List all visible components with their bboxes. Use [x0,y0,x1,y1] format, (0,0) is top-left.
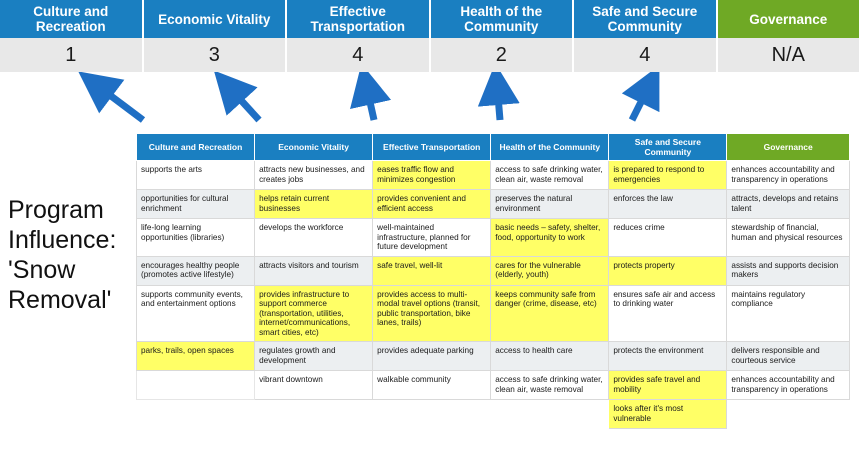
matrix-cell: supports the arts [137,161,255,190]
table-row [137,400,850,429]
matrix-cell: assists and supports decision makers [727,256,850,285]
matrix-cell: ensures safe air and access to drinking water [609,285,727,342]
matrix-cell: access to safe drinking water, clean air, waste removal [491,161,609,190]
score-effective-transportation: 4 [287,38,431,72]
matrix-cell [373,400,491,429]
matrix-cell: enhances accountability and transparency in operations [727,161,850,190]
score-health-of-the-community: 2 [431,38,575,72]
caption-line-3: 'Snow [8,256,76,284]
matrix-col-economic-vitality: Economic Vitality [255,134,373,161]
top-header-economic-vitality: Economic Vitality [144,0,288,38]
table-row [137,371,850,400]
matrix-cell [137,371,255,400]
table-row [137,285,850,342]
table-row [137,190,850,219]
top-header-health-of-the-community: Health of the Community [431,0,575,38]
top-header-culture-and-recreation: Culture and Recreation [0,0,144,38]
matrix-cell: access to safe drinking water, clean air, waste removal [491,371,609,400]
matrix-cell: safe travel, well-lit [373,256,491,285]
top-score-row [0,38,859,72]
matrix-cell [727,400,850,429]
caption-line-4: Removal' [8,286,112,314]
matrix-cell: eases traffic flow and minimizes congestion [373,161,491,190]
top-header-row [0,0,859,38]
matrix-cell: well-maintained infrastructure, planned for future development [373,219,491,257]
top-header-effective-transportation: Effective Transportation [287,0,431,38]
matrix-cell: enhances accountability and transparency in operations [727,371,850,400]
matrix-cell: protects property [609,256,727,285]
arrow-economic-vitality [228,86,259,120]
arrow-group [0,72,859,134]
matrix-col-safe-and-secure-community: Safe and Secure Community [609,134,727,161]
score-governance: N/A [771,43,805,66]
matrix-cell: looks after it's most vulnerable [609,400,727,429]
score-economic-vitality: 3 [144,38,288,72]
table-row [137,161,850,190]
matrix-cell: vibrant downtown [255,371,373,400]
matrix-cell: provides access to multi-modal travel options (transit, public transportation, bike lanes, trails) [373,285,491,342]
matrix-cell: attracts new businesses, and creates jobs [255,161,373,190]
strategic-priorities-header [0,0,859,72]
matrix-cell: basic needs – safety, shelter, food, opportunity to work [491,219,609,257]
caption-line-1: Program [8,196,104,224]
matrix-cell [491,400,609,429]
table-row [137,219,850,257]
matrix-cell: develops the workforce [255,219,373,257]
table-row [137,256,850,285]
matrix-cell: enforces the law [609,190,727,219]
matrix-cell: encourages healthy people (promotes active lifestyle) [137,256,255,285]
matrix-cell [255,400,373,429]
matrix-col-governance: Governance [727,134,850,161]
influence-matrix [136,133,850,429]
matrix-cell: stewardship of financial, human and physical resources [727,219,850,257]
matrix-cell: attracts visitors and tourism [255,256,373,285]
arrow-culture-and-recreation [95,84,143,120]
matrix-cell: preserves the natural environment [491,190,609,219]
matrix-cell: maintains regulatory compliance [727,285,850,342]
matrix-cell: helps retain current businesses [255,190,373,219]
score-safe-and-secure-community: 4 [574,38,718,72]
matrix-cell: keeps community safe from danger (crime, disease, etc) [491,285,609,342]
table-row [137,342,850,371]
matrix-cell: reduces crime [609,219,727,257]
top-header-safe-and-secure-community: Safe and Secure Community [574,0,718,38]
matrix-cell: walkable community [373,371,491,400]
matrix-cell: access to health care [491,342,609,371]
matrix-cell: parks, trails, open spaces [137,342,255,371]
caption-line-2: Influence: [8,226,117,254]
arrow-health-of-the-community [497,84,500,120]
matrix-cell: delivers responsible and courteous service [727,342,850,371]
matrix-cell: regulates growth and development [255,342,373,371]
matrix-col-culture-and-recreation: Culture and Recreation [137,134,255,161]
score-culture-and-recreation: 1 [0,38,144,72]
matrix-cell: protects the environment [609,342,727,371]
matrix-header-row [137,134,850,161]
matrix-cell: supports community events, and entertainment options [137,285,255,342]
matrix-cell: cares for the vulnerable (elderly, youth) [491,256,609,285]
matrix-cell [137,400,255,429]
program-influence-caption [8,195,133,315]
arrow-safe-and-secure-community [632,84,650,120]
matrix-cell: provides safe travel and mobility [609,371,727,400]
matrix-cell: attracts, develops and retains talent [727,190,850,219]
matrix-col-effective-transportation: Effective Transportation [373,134,491,161]
matrix-cell: is prepared to respond to emergencies [609,161,727,190]
matrix-col-health-of-the-community: Health of the Community [491,134,609,161]
matrix-cell: provides convenient and efficient access [373,190,491,219]
matrix-cell: opportunities for cultural enrichment [137,190,255,219]
matrix-cell: life-long learning opportunities (libraries) [137,219,255,257]
matrix-cell: provides adequate parking [373,342,491,371]
matrix-cell: provides infrastructure to support commerce (transportation, utilities, internet/communications, smart cities, etc) [255,285,373,342]
arrow-effective-transportation [366,84,374,120]
top-header-governance: Governance [718,0,859,38]
